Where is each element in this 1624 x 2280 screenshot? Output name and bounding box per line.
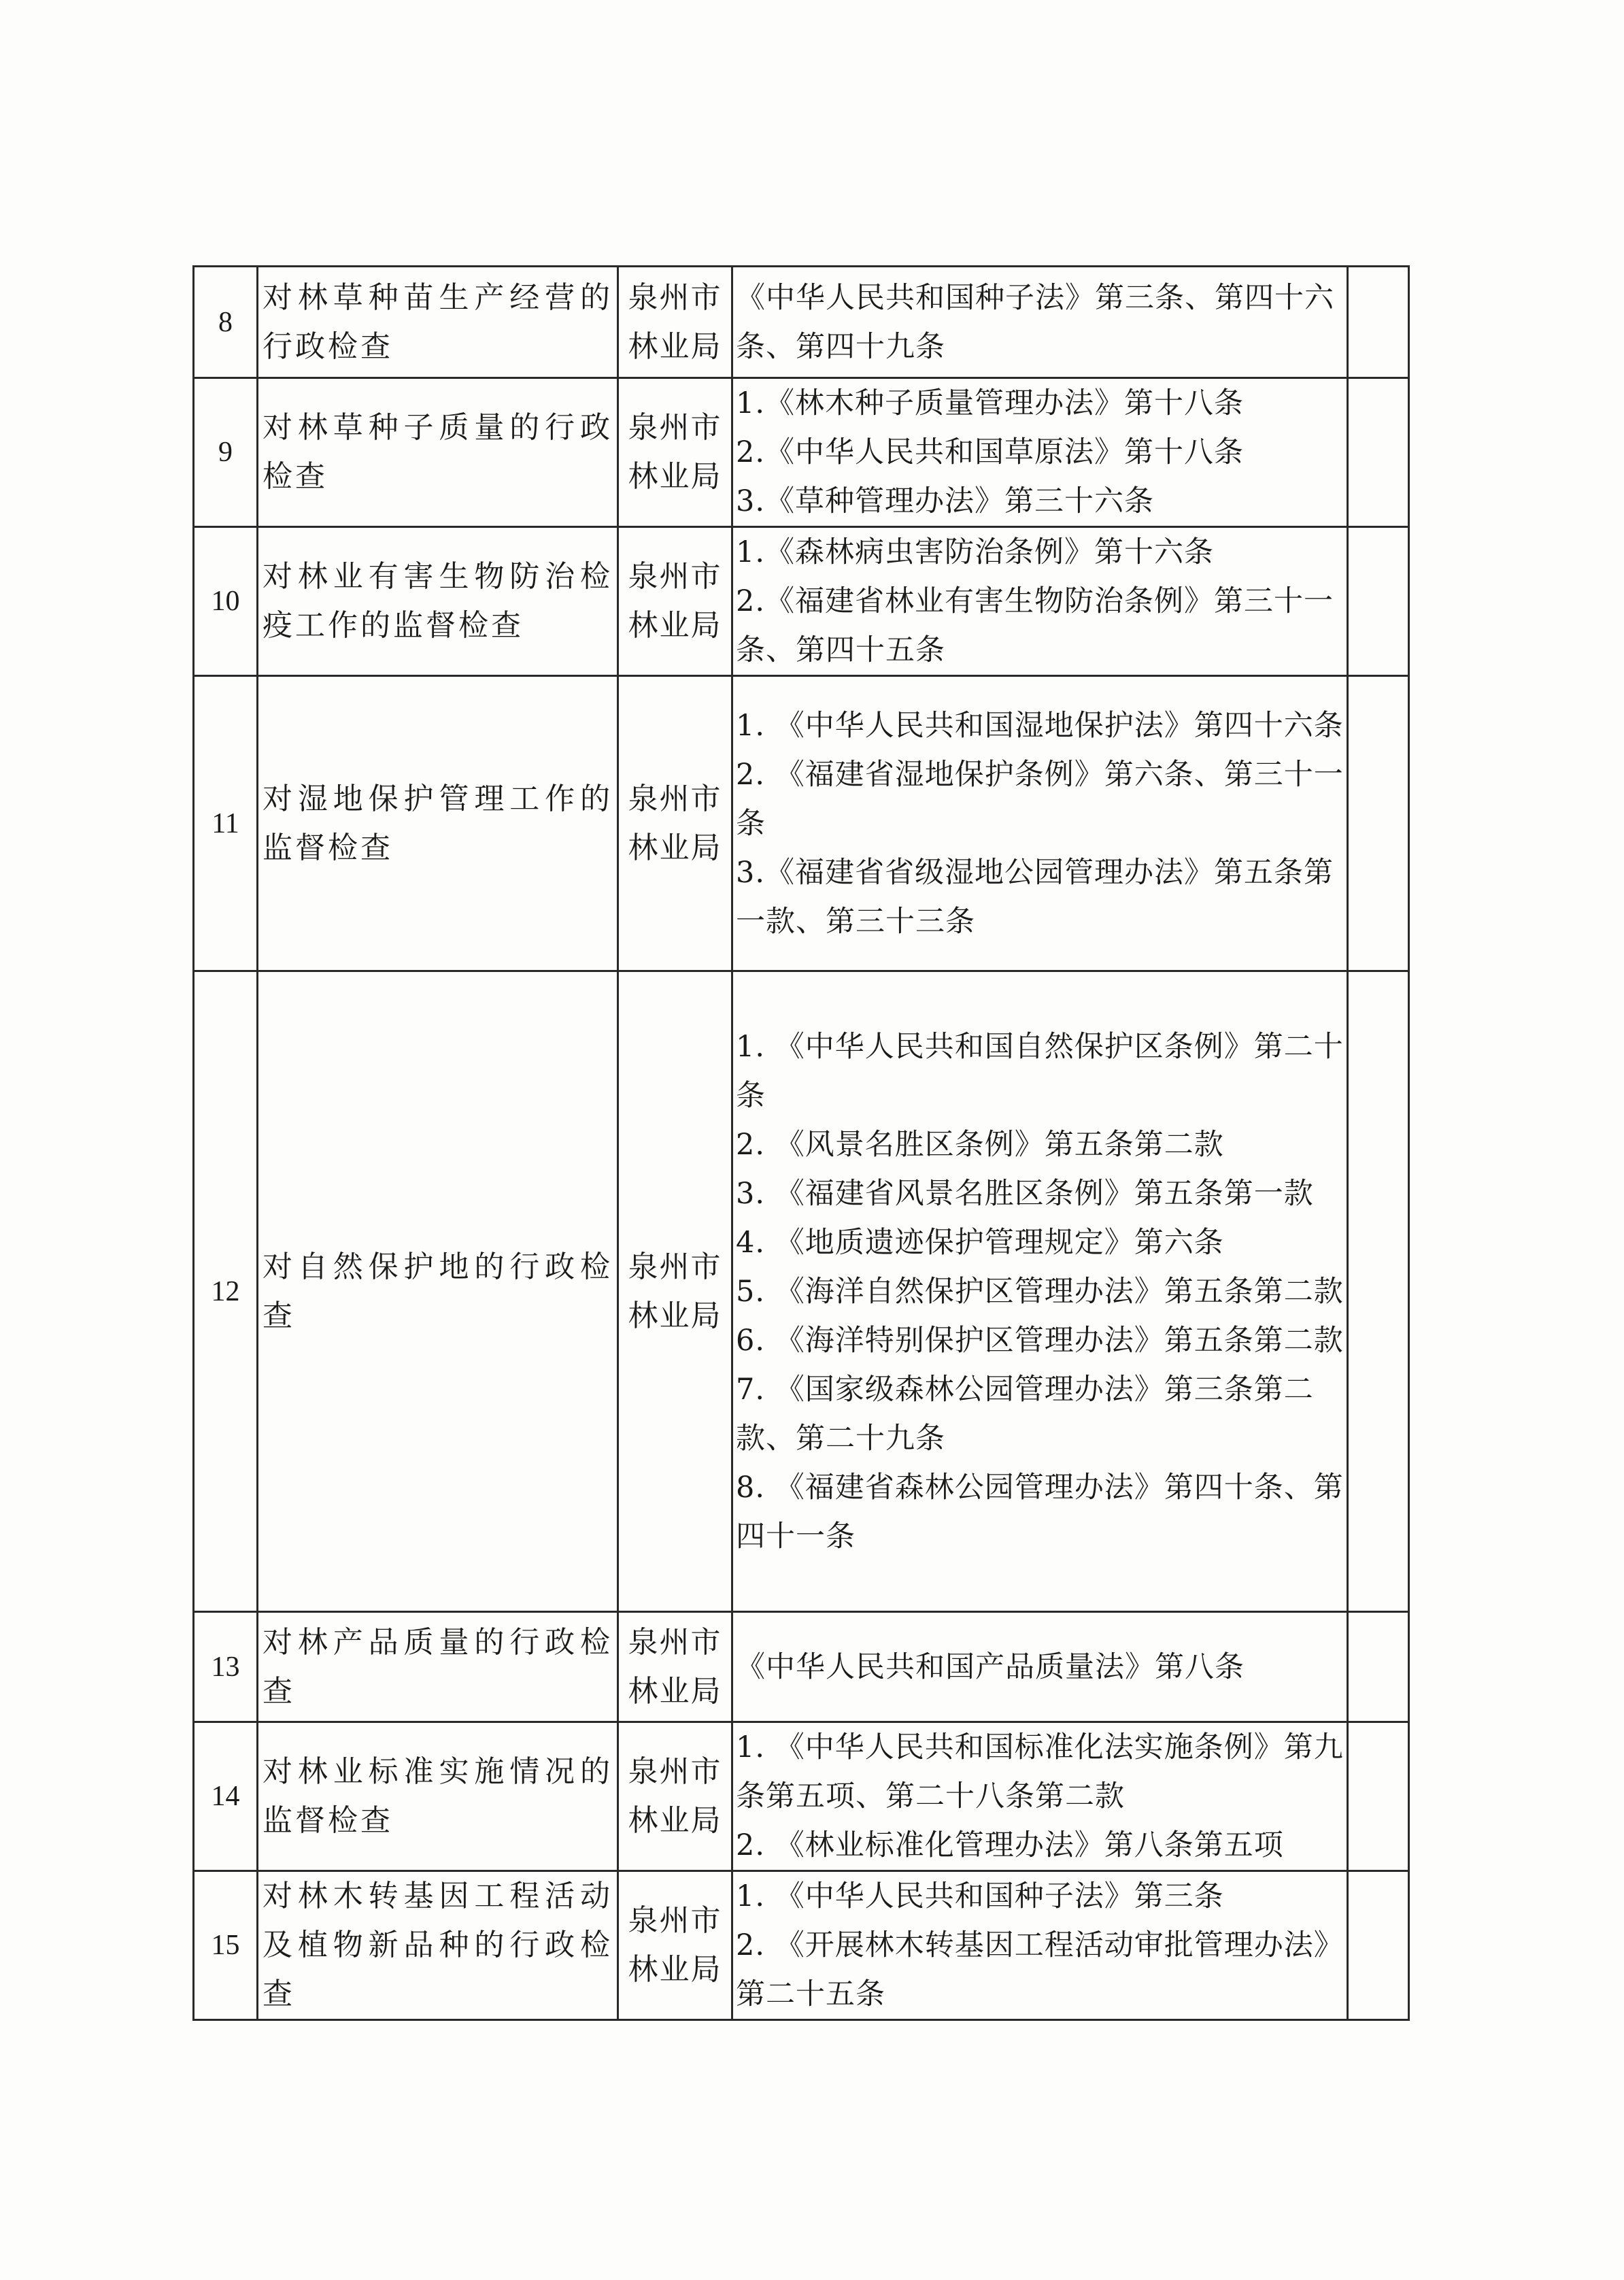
remark-cell	[1348, 676, 1409, 971]
legal-basis	[732, 676, 1348, 971]
basis-line: 6. 《海洋特别保护区管理办法》第五条第二款	[736, 1323, 1344, 1358]
row-number: 11	[194, 676, 258, 971]
remark-cell	[1348, 527, 1409, 676]
table-row	[194, 676, 1409, 971]
basis-line: 1.《林木种子质量管理办法》第十八条	[736, 386, 1245, 420]
row-number: 12	[194, 971, 258, 1612]
row-number: 14	[194, 1722, 258, 1871]
basis-line: 1.《森林病虫害防治条例》第十六条	[736, 535, 1215, 569]
inspection-item: 对林草种苗生产经营的行政检查	[258, 267, 618, 378]
row-number: 10	[194, 527, 258, 676]
row-number: 9	[194, 378, 258, 527]
basis-line: 1. 《中华人民共和国自然保护区条例》第二十条	[736, 1029, 1344, 1113]
legal-basis	[732, 527, 1348, 676]
inspection-item: 对湿地保护管理工作的监督检查	[258, 676, 618, 971]
basis-line: 3.《草种管理办法》第三十六条	[736, 484, 1155, 518]
table-row	[194, 971, 1409, 1612]
remark-cell	[1348, 1722, 1409, 1871]
remark-cell	[1348, 1612, 1409, 1722]
inspection-item: 对林草种子质量的行政检查	[258, 378, 618, 527]
basis-line: 《中华人民共和国产品质量法》第八条	[736, 1649, 1245, 1684]
legal-basis	[732, 1612, 1348, 1722]
basis-line: 2. 《开展林木转基因工程活动审批管理办法》第二十五条	[736, 1928, 1344, 2011]
basis-line: 2. 《林业标准化管理办法》第八条第五项	[736, 1828, 1284, 1862]
remark-cell	[1348, 971, 1409, 1612]
basis-line: 3.《福建省省级湿地公园管理办法》第五条第一款、第三十三条	[736, 855, 1334, 939]
inspection-item: 对林木转基因工程活动及植物新品种的行政检查	[258, 1871, 618, 2020]
table-row	[194, 527, 1409, 676]
inspection-item: 对林业标准实施情况的监督检查	[258, 1722, 618, 1871]
department: 泉州市林业局	[618, 1612, 732, 1722]
basis-line: 3. 《福建省风景名胜区条例》第五条第一款	[736, 1176, 1314, 1211]
remark-cell	[1348, 267, 1409, 378]
basis-line: 7. 《国家级森林公园管理办法》第三条第二款、第二十九条	[736, 1372, 1314, 1456]
department: 泉州市林业局	[618, 971, 732, 1612]
basis-line: 5. 《海洋自然保护区管理办法》第五条第二款	[736, 1274, 1344, 1309]
department: 泉州市林业局	[618, 676, 732, 971]
inspection-item: 对自然保护地的行政检查	[258, 971, 618, 1612]
basis-line: 1. 《中华人民共和国种子法》第三条	[736, 1879, 1224, 1913]
row-number: 8	[194, 267, 258, 378]
basis-line: 2.《福建省林业有害生物防治条例》第三十一条、第四十五条	[736, 584, 1334, 667]
row-number: 13	[194, 1612, 258, 1722]
legal-basis	[732, 971, 1348, 1612]
table-row	[194, 1722, 1409, 1871]
basis-line: 2.《中华人民共和国草原法》第十八条	[736, 435, 1245, 469]
remark-cell	[1348, 378, 1409, 527]
basis-line: 1. 《中华人民共和国湿地保护法》第四十六条	[736, 708, 1344, 743]
department: 泉州市林业局	[618, 1722, 732, 1871]
inspection-item: 对林产品质量的行政检查	[258, 1612, 618, 1722]
table-row	[194, 378, 1409, 527]
basis-line: 《中华人民共和国种子法》第三条、第四十六条、第四十九条	[736, 280, 1334, 364]
legal-basis	[732, 378, 1348, 527]
basis-line: 2. 《风景名胜区条例》第五条第二款	[736, 1127, 1224, 1162]
department: 泉州市林业局	[618, 1871, 732, 2020]
inspection-items-table	[192, 265, 1410, 2021]
legal-basis	[732, 1871, 1348, 2020]
legal-basis	[732, 267, 1348, 378]
department: 泉州市林业局	[618, 378, 732, 527]
basis-line: 4. 《地质遗迹保护管理规定》第六条	[736, 1225, 1224, 1260]
basis-line: 2. 《福建省湿地保护条例》第六条、第三十一条	[736, 757, 1344, 841]
basis-line: 8. 《福建省森林公园管理办法》第四十条、第四十一条	[736, 1470, 1344, 1554]
department: 泉州市林业局	[618, 267, 732, 378]
remark-cell	[1348, 1871, 1409, 2020]
table-row	[194, 1612, 1409, 1722]
department: 泉州市林业局	[618, 527, 732, 676]
row-number: 15	[194, 1871, 258, 2020]
inspection-item: 对林业有害生物防治检疫工作的监督检查	[258, 527, 618, 676]
basis-line: 1. 《中华人民共和国标准化法实施条例》第九条第五项、第二十八条第二款	[736, 1730, 1344, 1813]
legal-basis	[732, 1722, 1348, 1871]
table-row	[194, 1871, 1409, 2020]
table-row	[194, 267, 1409, 378]
